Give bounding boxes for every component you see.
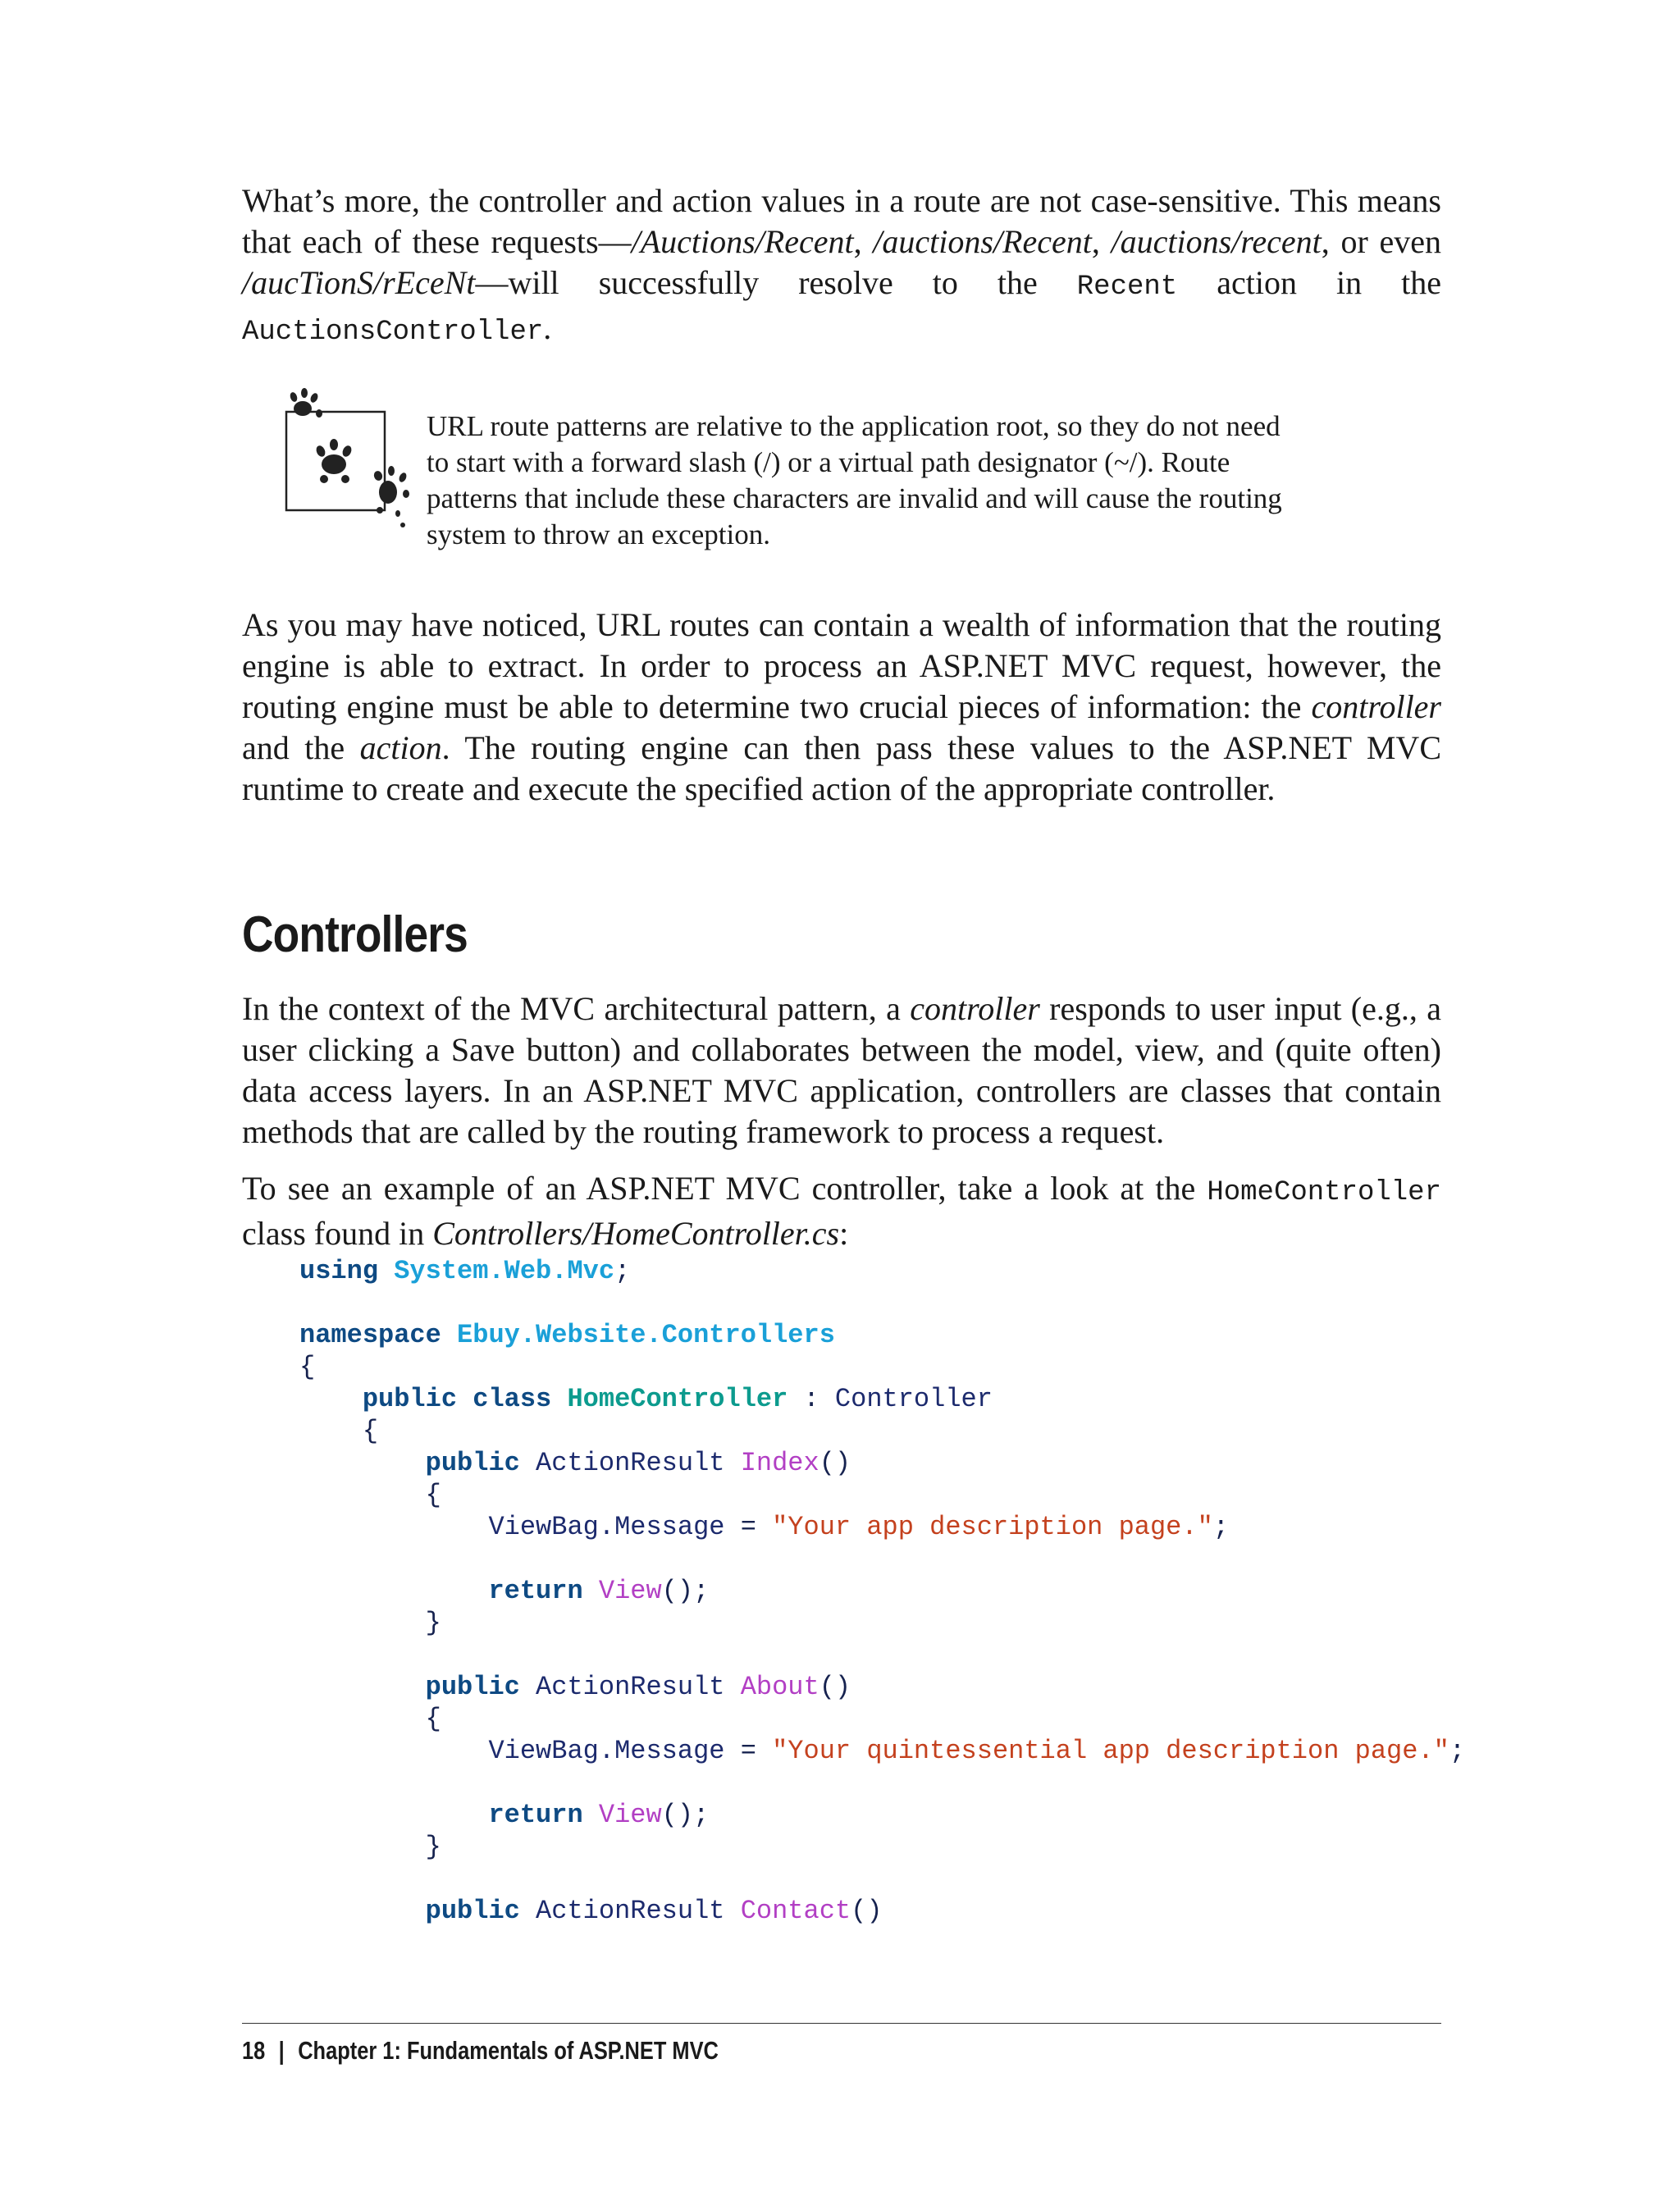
code-line-blank bbox=[299, 1767, 1465, 1799]
url-path: /Auctions/Recent bbox=[631, 223, 854, 260]
property-access: ViewBag.Message bbox=[488, 1512, 725, 1542]
method-name: Contact bbox=[740, 1896, 851, 1926]
footer-rule bbox=[242, 2023, 1441, 2024]
code-line: ViewBag.Message = "Your quintessential app description page."; bbox=[488, 1736, 1466, 1766]
intro-paragraph bbox=[242, 180, 1441, 353]
code-line: { bbox=[299, 1704, 441, 1734]
string-literal: "Your app description page." bbox=[772, 1512, 1213, 1542]
url-path: /auctions/Recent bbox=[873, 223, 1092, 260]
book-page bbox=[242, 0, 1466, 2205]
code-line-blank bbox=[299, 1287, 1465, 1319]
keyword: return bbox=[488, 1800, 583, 1830]
keyword: class bbox=[472, 1384, 552, 1414]
type-name: Controller bbox=[834, 1384, 993, 1414]
type-name: ActionResult bbox=[536, 1896, 725, 1926]
section-heading: Controllers bbox=[242, 906, 468, 963]
text-run: : bbox=[839, 1215, 849, 1252]
keyword: public bbox=[425, 1896, 520, 1926]
code-line: public class HomeController : Controller bbox=[362, 1384, 993, 1414]
emphasis: action bbox=[359, 729, 442, 766]
page-footer bbox=[242, 2033, 719, 2069]
namespace-name: Ebuy.Website.Controllers bbox=[457, 1320, 835, 1350]
keyword: namespace bbox=[299, 1320, 441, 1350]
example-paragraph bbox=[242, 1168, 1441, 1254]
code-line: } bbox=[299, 1608, 441, 1638]
text-run: and the bbox=[242, 729, 360, 766]
note-text: URL route patterns are relative to the application root, so they do not need to start with a forward slash (/) or a virtual path designator (~/). Route patterns that include these characters are invalid and will cause the routing system to throw an exception. bbox=[427, 410, 1282, 550]
code-line: ViewBag.Message = "Your app description page."; bbox=[488, 1512, 1229, 1542]
text-run: class found in bbox=[242, 1215, 433, 1252]
text-run: action in the bbox=[1177, 264, 1441, 301]
namespace-name: System.Web.Mvc bbox=[394, 1256, 615, 1286]
keyword: public bbox=[425, 1672, 520, 1702]
turkey-tracks-note-icon bbox=[283, 386, 422, 533]
url-path: /aucTionS/rEceNt bbox=[242, 264, 476, 301]
code-line: { bbox=[299, 1480, 441, 1510]
code-line: public ActionResult About() bbox=[425, 1672, 851, 1702]
method-call: View bbox=[598, 1800, 662, 1830]
inline-code: HomeController bbox=[1207, 1177, 1441, 1208]
type-name: ActionResult bbox=[536, 1448, 725, 1478]
text-run: As you may have noticed, URL routes can contain a wealth of information that the routing engine is able to extract. In order to process an ASP.NET MVC request, however, the routing engine must be able to determine two crucial pieces of information: the bbox=[242, 606, 1441, 725]
code-line bbox=[299, 1319, 1465, 1351]
code-line-blank bbox=[299, 1543, 1465, 1575]
code-listing bbox=[299, 1255, 1465, 1927]
type-name: ActionResult bbox=[536, 1672, 725, 1702]
text-run: In the context of the MVC architectural pattern, a bbox=[242, 990, 911, 1027]
keyword: public bbox=[362, 1384, 458, 1414]
url-path: /auctions/recent bbox=[1111, 223, 1322, 260]
keyword: public bbox=[425, 1448, 520, 1478]
text-run: . The routing engine can then pass these values to the ASP.NET MVC runtime to create and execute the specified action of the appropriate controller. bbox=[242, 729, 1441, 807]
text-run: . bbox=[543, 309, 552, 346]
file-path: Controllers/HomeController.cs bbox=[432, 1215, 840, 1252]
text-run: To see an example of an ASP.NET MVC controller, take a look at the bbox=[242, 1170, 1208, 1207]
code-line: } bbox=[299, 1832, 441, 1862]
class-name: HomeController bbox=[567, 1384, 788, 1414]
string-literal: "Your quintessential app description page." bbox=[772, 1736, 1449, 1766]
inline-code: AuctionsController bbox=[242, 317, 544, 348]
code-line: using System.Web.Mvc; bbox=[299, 1256, 631, 1286]
code-line: return View(); bbox=[488, 1576, 710, 1606]
code-line-blank bbox=[299, 1639, 1465, 1671]
code-line: public ActionResult Contact() bbox=[425, 1896, 883, 1926]
routing-paragraph bbox=[242, 605, 1441, 810]
code-line: public ActionResult Index() bbox=[425, 1448, 851, 1478]
code-line: { bbox=[299, 1352, 316, 1382]
keyword: return bbox=[488, 1576, 583, 1606]
method-name: Index bbox=[740, 1448, 819, 1478]
text-run: , or even bbox=[1321, 223, 1441, 260]
code-line: return View(); bbox=[488, 1800, 710, 1830]
method-call: View bbox=[598, 1576, 662, 1606]
text-run: —will successfully resolve to the bbox=[475, 264, 1077, 301]
code-line: { bbox=[299, 1416, 379, 1446]
controllers-paragraph bbox=[242, 988, 1441, 1153]
tip-note bbox=[283, 386, 1400, 562]
emphasis: controller bbox=[910, 990, 1040, 1027]
text-run: , bbox=[1091, 223, 1112, 260]
text-run: What’s more, the controller and action values in a route are not case-sensitive. This means that each of these requests— bbox=[242, 182, 1441, 260]
text-run: responds to user input (e.g., a user clicking a Save button) and collaborates between the model, view, and (quite often) data access layers. In an ASP.NET MVC application, controllers are classes that contain methods that are called by the routing framework to process a request. bbox=[242, 990, 1442, 1150]
chapter-title: Chapter 1: Fundamentals of ASP.NET MVC bbox=[298, 2036, 719, 2065]
keyword: using bbox=[299, 1256, 379, 1286]
property-access: ViewBag.Message bbox=[488, 1736, 725, 1766]
footer-separator: | bbox=[278, 2036, 285, 2065]
emphasis: controller bbox=[1311, 688, 1441, 725]
method-name: About bbox=[740, 1672, 819, 1702]
text-run: , bbox=[853, 223, 874, 260]
code-line-blank bbox=[299, 1863, 1465, 1895]
page-number: 18 bbox=[242, 2036, 266, 2065]
inline-code: Recent bbox=[1076, 272, 1178, 303]
